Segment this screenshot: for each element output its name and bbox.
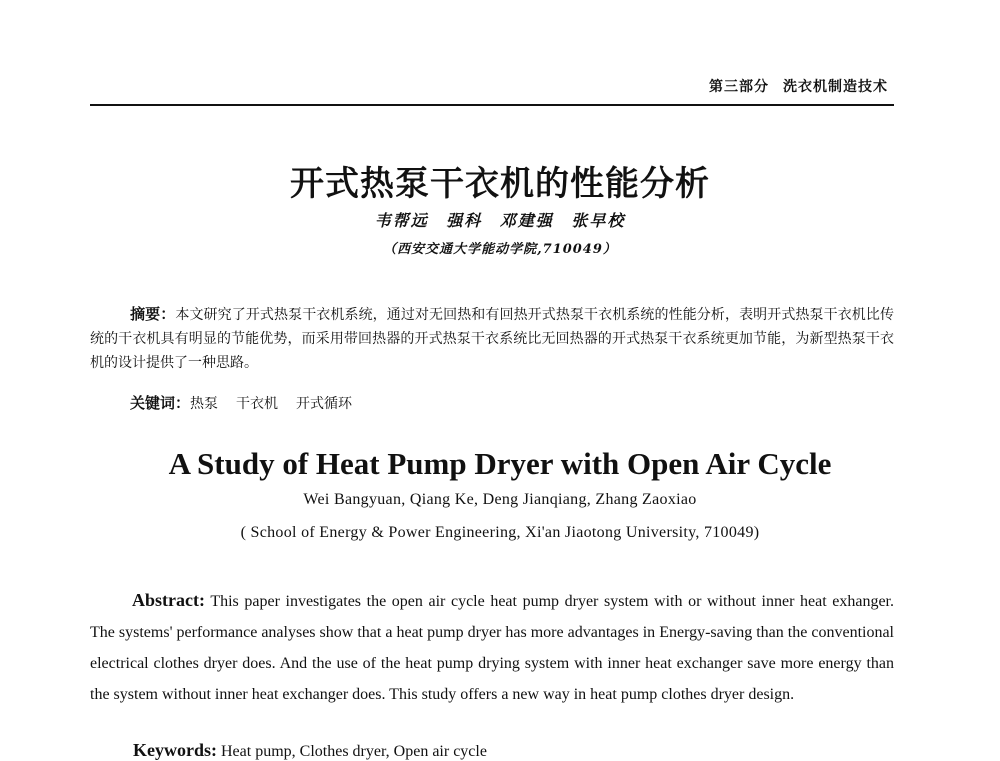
chinese-abstract (90, 302, 894, 375)
english-title: A Study of Heat Pump Dryer with Open Air Cycle (168, 446, 832, 481)
header-rule (90, 104, 894, 106)
english-keywords-text: Heat pump, Clothes dryer, Open air cycle (221, 743, 487, 760)
chinese-authors: 韦帮远 强科 邓建强 张早校 (374, 211, 626, 230)
english-abstract-label: Abstract: (132, 590, 205, 610)
chinese-title: 开式热泵干衣机的性能分析 (290, 164, 710, 204)
english-affiliation: ( School of Energy & Power Engineering, Xi'an Jiaotong University, 710049) (240, 524, 760, 541)
header-topic: 洗衣机制造技术 (783, 79, 888, 95)
chinese-keyword: 热泵 (190, 396, 219, 412)
chinese-keywords-label: 关键词： (130, 394, 191, 412)
chinese-keyword: 干衣机 (236, 396, 279, 412)
chinese-abstract-text: 本文研究了开式热泵干衣机系统，通过对无回热和有回热开式热泵干衣机系统的性能分析，表明开式热泵干衣机比传统的干衣机具有明显的节能优势，而采用带回热器的开式热泵干衣系统比无回热器的开式热泵干衣系统更加节能，为新型热泵干衣机的设计提供了一种思路。 (90, 307, 894, 371)
english-keywords (133, 740, 487, 761)
english-keywords-label: Keywords: (133, 740, 217, 760)
running-header (709, 76, 888, 96)
english-abstract-text: This paper investigates the open air cycle heat pump dryer system with or without inner heat exhanger. The systems' performance analyses show that a heat pump dryer has more advantages in Energy-saving than the conventional electrical clothes dryer does. And the use of the heat pump drying system with inner heat exchanger save more energy than the system without inner heat exchanger does. This study offers a new way in heat pump clothes dryer design. (90, 593, 894, 703)
chinese-keywords (130, 392, 370, 413)
english-authors: Wei Bangyuan, Qiang Ke, Deng Jianqiang, Zhang Zaoxiao (303, 491, 697, 508)
english-abstract (90, 585, 894, 710)
chinese-abstract-label: 摘要： (130, 305, 176, 323)
chinese-keyword: 开式循环 (296, 396, 353, 412)
header-section: 第三部分 (709, 79, 769, 95)
chinese-affiliation: （西安交通大学能动学院,710049） (383, 242, 617, 257)
